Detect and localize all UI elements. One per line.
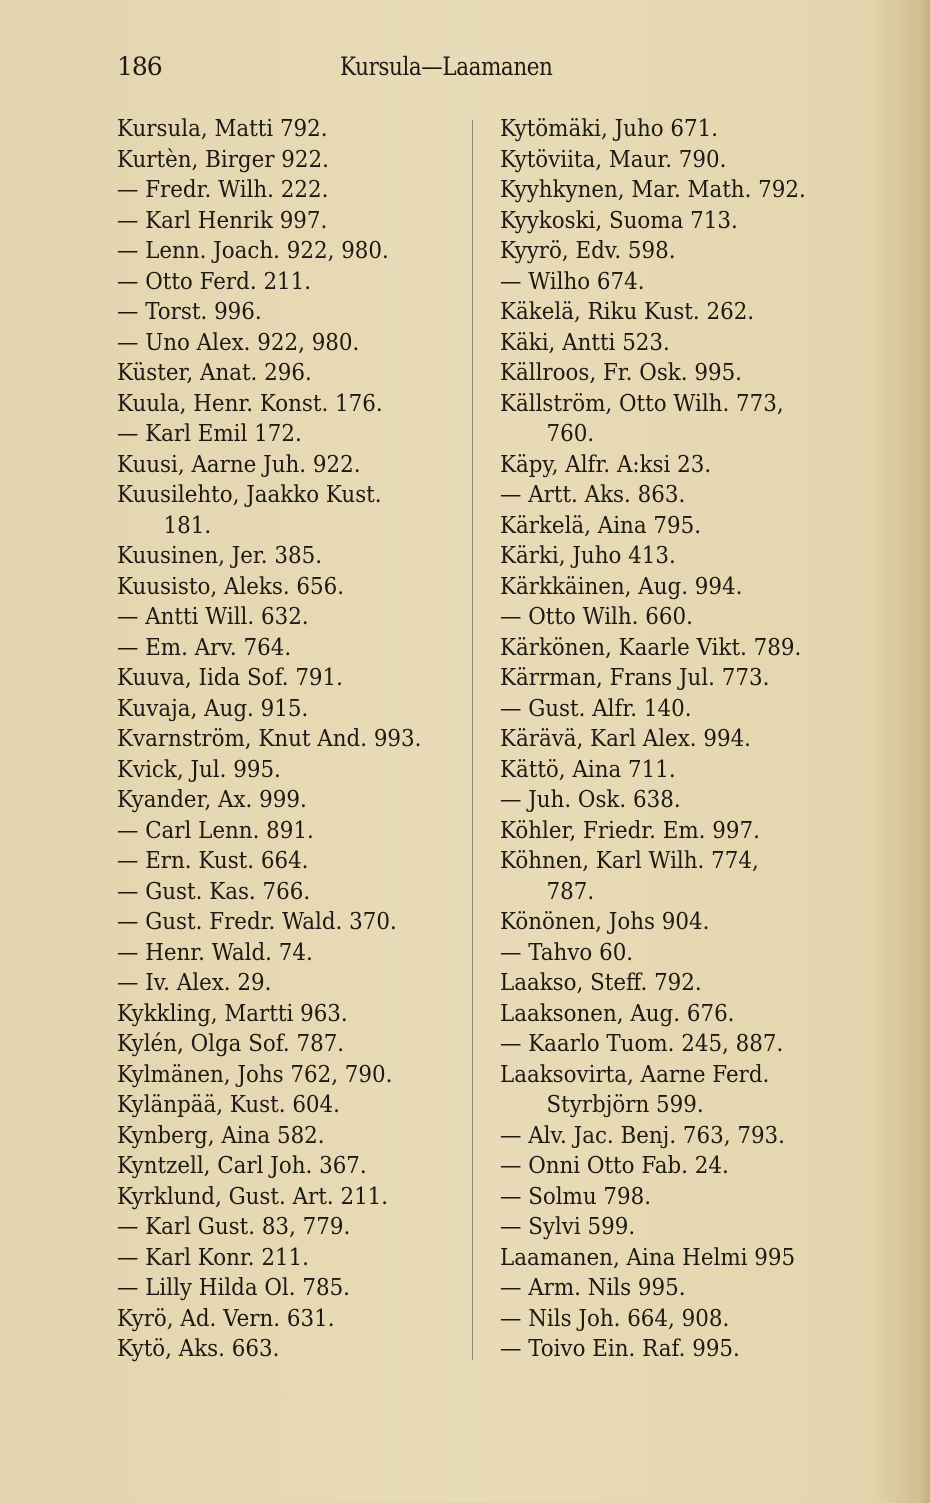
- index-entry: Kyander, Ax. 999.: [117, 787, 307, 813]
- index-entry: Kuusilehto, Jaakko Kust.: [117, 482, 382, 508]
- index-entry: — Solmu 798.: [500, 1183, 652, 1210]
- index-entry: Kytö, Aks. 663.: [117, 1336, 280, 1362]
- index-entry: Laamanen, Aina Helmi 995: [500, 1244, 796, 1271]
- index-entry: Kytömäki, Juho 671.: [500, 116, 719, 142]
- index-entry: Kärkkäinen, Aug. 994.: [500, 573, 743, 600]
- index-entry: Laakso, Steff. 792.: [500, 970, 702, 996]
- index-entry: Köhnen, Karl Wilh. 774,: [500, 848, 759, 874]
- index-entry: — Kaarlo Tuom. 245, 887.: [500, 1031, 784, 1057]
- index-entry: — Karl Konr. 211.: [117, 1244, 309, 1271]
- index-entry: Kuusinen, Jer. 385.: [117, 543, 323, 569]
- index-entry: — Lilly Hilda Ol. 785.: [117, 1275, 350, 1301]
- index-entry-continuation: Styrbjörn 599.: [546, 1092, 704, 1118]
- index-entry-continuation: 181.: [163, 512, 212, 539]
- index-entry: Laaksovirta, Aarne Ferd.: [500, 1061, 770, 1088]
- right-column: [500, 114, 870, 1365]
- index-entry: Kylänpää, Kust. 604.: [117, 1092, 340, 1118]
- index-entry: Kursula, Matti 792.: [117, 116, 328, 142]
- index-entry: Källström, Otto Wilh. 773,: [500, 390, 784, 417]
- index-entry: Kvick, Jul. 995.: [117, 756, 281, 783]
- index-entry: Küster, Anat. 296.: [117, 360, 312, 386]
- index-entry: Kylmänen, Johs 762, 790.: [117, 1061, 393, 1088]
- index-entry: Kärki, Juho 413.: [500, 543, 676, 569]
- index-entry: — Karl Henrik 997.: [117, 207, 328, 234]
- index-entry: Kärävä, Karl Alex. 994.: [500, 726, 751, 752]
- index-entry: Kyykoski, Suoma 713.: [500, 207, 738, 234]
- index-entry: Laaksonen, Aug. 676.: [500, 1000, 735, 1027]
- index-entry: — Nils Joh. 664, 908.: [500, 1305, 730, 1332]
- index-entry: — Gust. Fredr. Wald. 370.: [117, 909, 397, 935]
- index-entry: — Lenn. Joach. 922, 980.: [117, 238, 389, 264]
- index-entry: Könönen, Johs 904.: [500, 909, 710, 935]
- index-entry: — Iv. Alex. 29.: [117, 970, 272, 996]
- index-entry: — Gust. Alfr. 140.: [500, 695, 692, 722]
- index-entry: Kytöviita, Maur. 790.: [500, 146, 727, 173]
- index-entry: — Alv. Jac. Benj. 763, 793.: [500, 1122, 785, 1149]
- running-head: Kursula—Laamanen: [340, 52, 553, 81]
- index-entry: — Karl Gust. 83, 779.: [117, 1214, 351, 1240]
- index-entry: Kyyhkynen, Mar. Math. 792.: [500, 177, 806, 203]
- index-entry: Kvarnström, Knut And. 993.: [117, 726, 422, 752]
- index-entry: — Wilho 674.: [500, 268, 645, 295]
- index-entry: Kykkling, Martti 963.: [117, 1000, 348, 1027]
- column-divider: [472, 120, 473, 1360]
- index-entry: — Gust. Kas. 766.: [117, 878, 311, 905]
- index-entry: — Ern. Kust. 664.: [117, 848, 309, 874]
- index-entry: — Sylvi 599.: [500, 1214, 636, 1240]
- index-entry: — Carl Lenn. 891.: [117, 817, 314, 844]
- index-entry: — Em. Arv. 764.: [117, 634, 292, 661]
- index-entry: Käpy, Alfr. A:ksi 23.: [500, 451, 712, 478]
- index-entry: Kärkönen, Kaarle Vikt. 789.: [500, 634, 802, 661]
- index-entry: Kynberg, Aina 582.: [117, 1122, 325, 1149]
- left-column: [117, 114, 487, 1365]
- index-entry: — Uno Alex. 922, 980.: [117, 329, 360, 356]
- index-entry: Kyntzell, Carl Joh. 367.: [117, 1153, 367, 1179]
- index-entry: — Tahvo 60.: [500, 939, 634, 966]
- index-entry: — Torst. 996.: [117, 299, 262, 325]
- index-entry: — Arm. Nils 995.: [500, 1275, 686, 1301]
- index-entry: Kuuva, Iida Sof. 791.: [117, 665, 343, 691]
- index-entry: Kylén, Olga Sof. 787.: [117, 1031, 345, 1057]
- index-entry: — Fredr. Wilh. 222.: [117, 177, 329, 203]
- index-entry: Kyyrö, Edv. 598.: [500, 238, 676, 264]
- index-entry: Kärrman, Frans Jul. 773.: [500, 665, 770, 691]
- index-entry: Kyrklund, Gust. Art. 211.: [117, 1183, 389, 1210]
- page-edge: [916, 0, 930, 1503]
- index-entry: Köhler, Friedr. Em. 997.: [500, 817, 760, 844]
- index-entry-continuation: 787.: [546, 878, 595, 905]
- index-entry: — Otto Ferd. 211.: [117, 268, 312, 295]
- index-entry: — Otto Wilh. 660.: [500, 604, 693, 630]
- index-entry: Käkelä, Riku Kust. 262.: [500, 299, 755, 325]
- index-entry: Kuula, Henr. Konst. 176.: [117, 390, 383, 417]
- index-entry: — Juh. Osk. 638.: [500, 787, 681, 813]
- index-entry: — Artt. Aks. 863.: [500, 482, 686, 508]
- index-entry: Kättö, Aina 711.: [500, 756, 676, 783]
- index-entry: Kyrö, Ad. Vern. 631.: [117, 1305, 335, 1332]
- index-entry: — Onni Otto Fab. 24.: [500, 1153, 729, 1179]
- index-entry-continuation: 760.: [546, 421, 595, 447]
- index-entry: — Antti Will. 632.: [117, 604, 309, 630]
- index-entry: Kuusi, Aarne Juh. 922.: [117, 451, 361, 478]
- index-entry: — Henr. Wald. 74.: [117, 939, 313, 966]
- index-entry: Källroos, Fr. Osk. 995.: [500, 360, 742, 386]
- index-entry: — Karl Emil 172.: [117, 421, 302, 447]
- index-entry: Kurtèn, Birger 922.: [117, 146, 329, 173]
- index-entry: Kuusisto, Aleks. 656.: [117, 573, 345, 600]
- index-entry: Käki, Antti 523.: [500, 329, 670, 356]
- index-entry: Kuvaja, Aug. 915.: [117, 695, 309, 722]
- page-number: 186: [117, 52, 162, 81]
- index-entry: Kärkelä, Aina 795.: [500, 512, 702, 539]
- index-entry: — Toivo Ein. Raf. 995.: [500, 1336, 740, 1362]
